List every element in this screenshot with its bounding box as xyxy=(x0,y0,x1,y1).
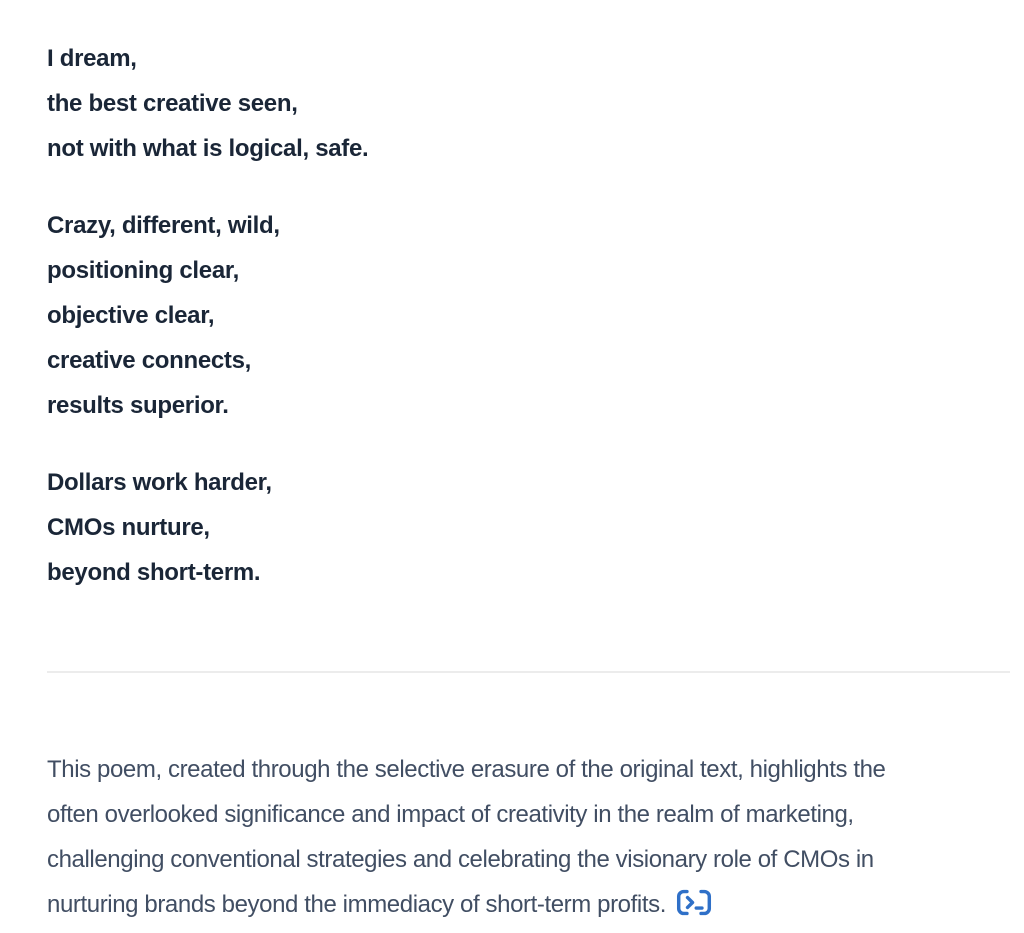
poem xyxy=(47,36,1010,595)
poem-stanza-3 xyxy=(47,460,1010,595)
commentary-line xyxy=(47,882,1010,927)
commentary-line: This poem, created through the selective erasure of the original text, highlights the xyxy=(47,756,886,783)
poem-line: positioning clear, xyxy=(47,257,239,284)
poem-stanza-2 xyxy=(47,203,1010,428)
poem-line: Dollars work harder, xyxy=(47,469,272,496)
commentary-paragraph xyxy=(47,747,1010,927)
poem-line: not with what is logical, safe. xyxy=(47,135,369,162)
commentary-line: challenging conventional strategies and celebrating the visionary role of CMOs in xyxy=(47,846,874,873)
commentary-line-text: nurturing brands beyond the immediacy of short-term profits. xyxy=(47,891,666,918)
section-divider xyxy=(47,671,1010,673)
poem-line: creative connects, xyxy=(47,347,252,374)
terminal-citation-icon[interactable] xyxy=(676,889,712,916)
poem-line: the best creative seen, xyxy=(47,90,298,117)
poem-line: Crazy, different, wild, xyxy=(47,212,280,239)
poem-line: CMOs nurture, xyxy=(47,514,210,541)
commentary-line: often overlooked significance and impact of creativity in the realm of marketing, xyxy=(47,801,854,828)
poem-line: beyond short-term. xyxy=(47,559,261,586)
poem-line: objective clear, xyxy=(47,302,215,329)
poem-line: I dream, xyxy=(47,45,137,72)
poem-stanza-1 xyxy=(47,36,1010,171)
poem-line: results superior. xyxy=(47,392,229,419)
